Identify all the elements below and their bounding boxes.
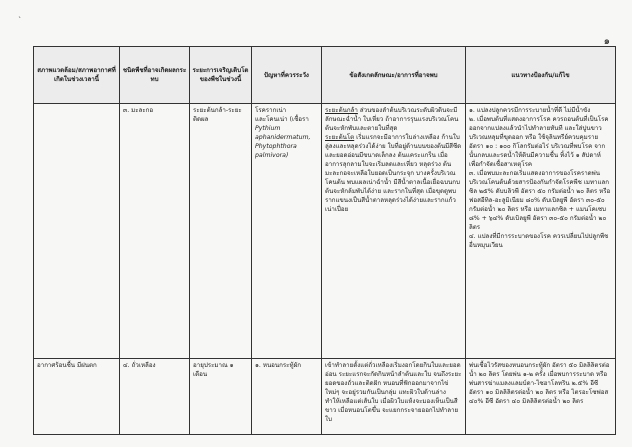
header-crop: ชนิดพืชที่อาจเกิดผลกระทบ xyxy=(120,47,190,104)
problem-line: และโคนเน่า (เชื้อรา xyxy=(255,116,309,123)
header-prevention: แนวทางป้องกัน/แก้ไข xyxy=(466,47,616,104)
cell-problem: ๑. หนอนกระทู้ผัก xyxy=(252,359,322,435)
problem-line: โรครากเน่า xyxy=(255,107,287,114)
corner-mark: ` xyxy=(18,16,22,25)
header-observation: ข้อสังเกตลักษณะ/อาการที่อาจพบ xyxy=(322,47,466,104)
page-number: ๑ xyxy=(603,36,610,47)
prevention-item: ๔. แปลงที่มีการระบาดของโรค ควรเปลี่ยนไปปลูกพืชอื่นหมุนเวียน xyxy=(469,233,609,249)
table-row xyxy=(34,104,616,359)
label-seedling: ระยะต้นกล้า xyxy=(325,107,358,114)
cell-prevention: พ่นเชื้อไวรัสของหนอนกระทู้ผัก อัตรา ๕๐ มิลลิลิตรต่อน้ำ ๒๐ ลิตร โดยพ่น ๑-๒ ครั้ง เมื่อพบการระบาด หรือพ่นสารฆ่าแมลงแลมบ์ดา-ไซฮาโลทริน ๒.๕% อีซี อัตรา ๑๐ มิลลิลิตรต่อน้ำ ๒๐ ลิตร หรือ ไตรอะโซฟอส ๔๐% อีซี อัตรา ๔๐ มิลลิลิตรต่อน้ำ ๒๐ ลิตร xyxy=(466,359,616,435)
pest-warning-table xyxy=(33,46,616,435)
cell-crop: ๓. มะละกอ xyxy=(120,104,190,359)
header-environment: สภาพแวดล้อม/สภาพอากาศที่เกิดในช่วงเวลานี้ xyxy=(34,47,120,104)
cell-growth-stage: อายุประมาณ ๑ เดือน xyxy=(190,359,252,435)
cell-prevention xyxy=(466,104,616,359)
observation-mature xyxy=(325,133,462,214)
cell-crop: ๔. ถั่วเหลือง xyxy=(120,359,190,435)
prevention-item: ๓. เมื่อพบมะละกอเริ่มแสดงอาการของโรคราดพ่นบริเวณโคนต้นด้วยสารป้องกันกำจัดโรคพืช เมทาแลกซิล ๒๕% ดับบลิวพี อัตรา ๕๐ กรัมต่อน้ำ ๒๐ ลิตร หรือ ฟอสอีทิล-อะลูมิเนียม ๘๐% ดับเบิลยูพี อัตรา ๓๐-๕๐ กรัมต่อน้ำ ๒๐ ลิตร หรือ เมทาแลกซิล + แมนโคเซบ ๘% + ๖๔% ดับเบิลยูพี อัตรา ๓๐-๕๐ กรัมต่อน้ำ ๒๐ ลิตร xyxy=(469,170,611,231)
prevention-item: ๑. แปลงปลูกควรมีการระบายน้ำที่ดี ไม่มีน้ำขัง xyxy=(469,107,591,114)
cell-environment xyxy=(34,104,120,359)
cell-problem xyxy=(252,104,322,359)
cell-observation: เข้าทำลายตั้งแต่ถั่วเหลืองเริ่มงอกโดยกินใบและยอดอ่อน ระยะแรกจะกัดกินหน้าลำต้นและใบ จนถึงระยะยอดของถั่วและติดฝัก หนอนที่ฟักออกมาจากไข่ใหม่ๆ จะอยู่รวมกันเป็นกลุ่ม แทะผิวใบด้านล่าง ทำให้เหลือแต่เส้นใบ เมื่อผิวใบแห้งจะมองเห็นเป็นสีขาว เมื่อหนอนโตขึ้น จะแยกกระจายออกไปทำลายใบ xyxy=(322,359,466,435)
pathogen-name: aphanidermatum, xyxy=(255,134,311,141)
cell-environment: อากาศร้อนชื้น มีฝนตก xyxy=(34,359,120,435)
table-header-row xyxy=(34,47,616,104)
pathogen-name: Phytophthora xyxy=(255,143,297,150)
cell-growth-stage: ระยะต้นกล้า-ระยะติดผล xyxy=(190,104,252,359)
table-row xyxy=(34,359,616,435)
text-seedling: ส่วนของลำต้นบริเวณระดับผิวดินจะมีลักษณะฉ่ำน้ำ ใบเหี่ยว ถ้าอาการรุนแรงบริเวณโคนต้นจะหักพับและตายในที่สุด xyxy=(325,107,459,132)
text-mature: เริ่มแรกจะมีอาการใบล่างเหลือง ก้านใบลู่ลงและหลุดร่วงได้ง่าย ใบที่อยู่ด้านบนของต้นมีสีซีด และยอดอ่อนมีขนาดเล็กลง ต้นแคระแกร็น เมื่ออาการลุกลามใบจะเริ่มลดและเหี่ยว หลุดร่วง ต้นมะละกอจะเหลือใบยอดเป็นกระจุก บางครั้งบริเวณโคนต้น พบแผลเน่าฉ่ำน้ำ มีสีน้ำตาลเนื้อเยื่อฉบนกบต้นจะหักล้มพับได้ง่าย และรากในที่สุด เมื่อขุดดูพบรากแขนงเป็นสีน้ำตาลหลุดร่วงได้ง่ายและรากแก้วเน่าเปื่อย xyxy=(325,134,462,213)
header-growth-stage: ระยะการเจริญเติบโตของพืชในช่วงนี้ xyxy=(190,47,252,104)
header-problem: ปัญหาที่ควรระวัง xyxy=(252,47,322,104)
prevention-item: ๒. เมื่อพบต้นที่แสดงอาการโรค ควรถอนต้นที่เป็นโรคออกจากแปลงแล้วนำไปทำลายทันที และใส่ปูนขาวบริเวณหลุมที่ขุดออก หรือ ใช้จุลินทรีย์ควบคุมราย อัตรา ๑๐ : ๑๐๐ กิโลกรัมต่อไร่ บริเวณที่พบโรค จากนั้นกลบและรดน้ำให้ดินมีความชื้น ทิ้งไว้ ๑ สัปดาห์ เพื่อกำจัดเชื้อสาเหตุโรค xyxy=(469,116,609,168)
pathogen-name: palmivora) xyxy=(255,152,289,159)
observation-seedling xyxy=(325,106,462,133)
label-mature: ระยะต้นโต xyxy=(325,134,355,141)
cell-observation xyxy=(322,104,466,359)
pathogen-name: Pythium xyxy=(255,125,281,132)
